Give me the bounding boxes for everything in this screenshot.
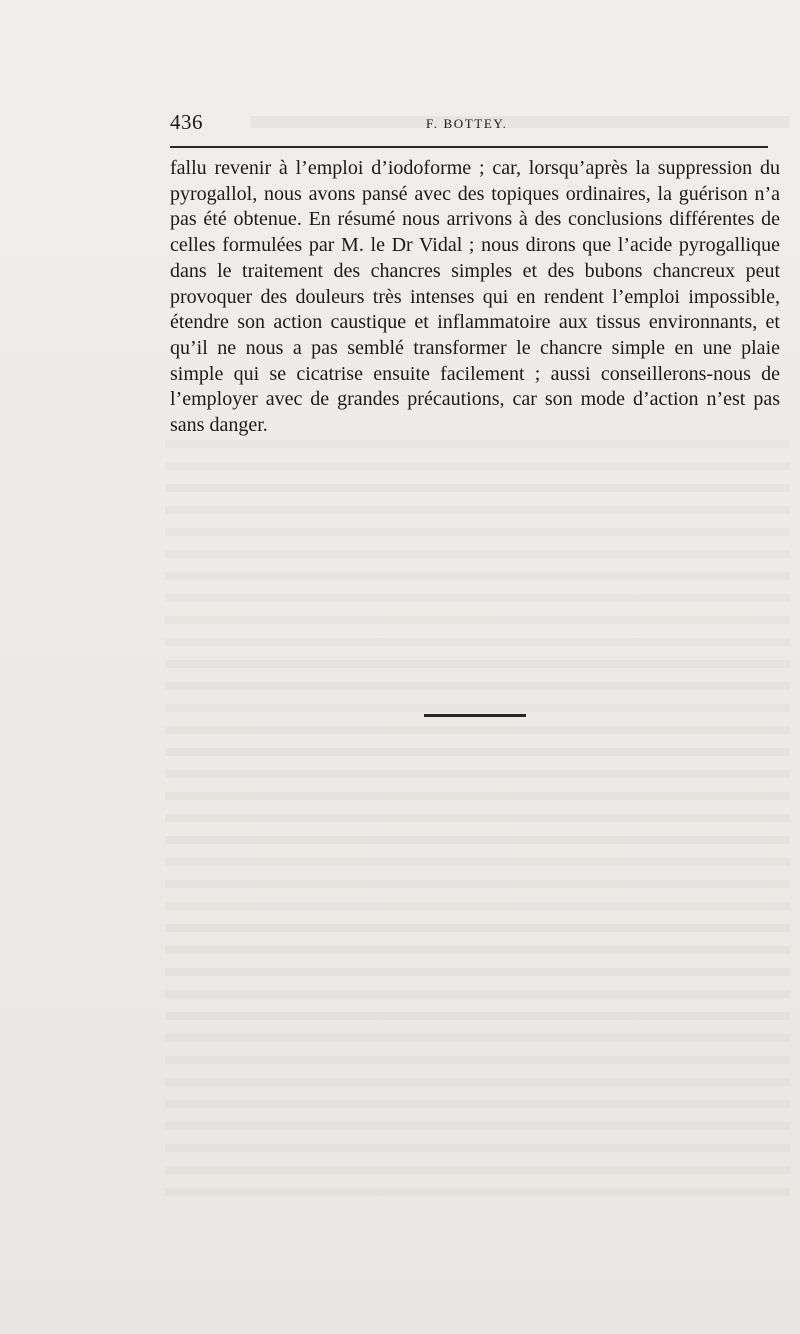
body-text xyxy=(170,156,780,439)
show-through-background xyxy=(165,440,790,1200)
header-rule xyxy=(170,146,768,148)
running-head: F. BOTTEY. xyxy=(426,116,508,131)
page-number: 436 xyxy=(170,110,203,134)
page-header xyxy=(170,110,790,140)
paragraph: fallu revenir à l’emploi d’iodoforme ; car, lorsqu’après la suppression du pyrogallol, nous avons pansé avec des topiques ordinaires, la guérison n’a pas été obtenue. En résumé nous arrivons à des conclusions différentes de celles formulées par M. le Dr Vidal ; nous dirons que l’acide pyrogallique dans le traitement des chancres simples et des bubons chancreux peut provoquer des douleurs très intenses qui en rendent l’emploi impossible, étendre son action caustique et inflammatoire aux tissus environnants, et qu’il ne nous a pas semblé transformer le chancre simple en une plaie simple qui se cicatrise ensuite facilement ; aussi conseillerons-nous de l’employer avec de grandes précautions, car son mode d’action n’est pas sans danger. xyxy=(170,157,780,437)
section-end-rule xyxy=(424,714,526,717)
